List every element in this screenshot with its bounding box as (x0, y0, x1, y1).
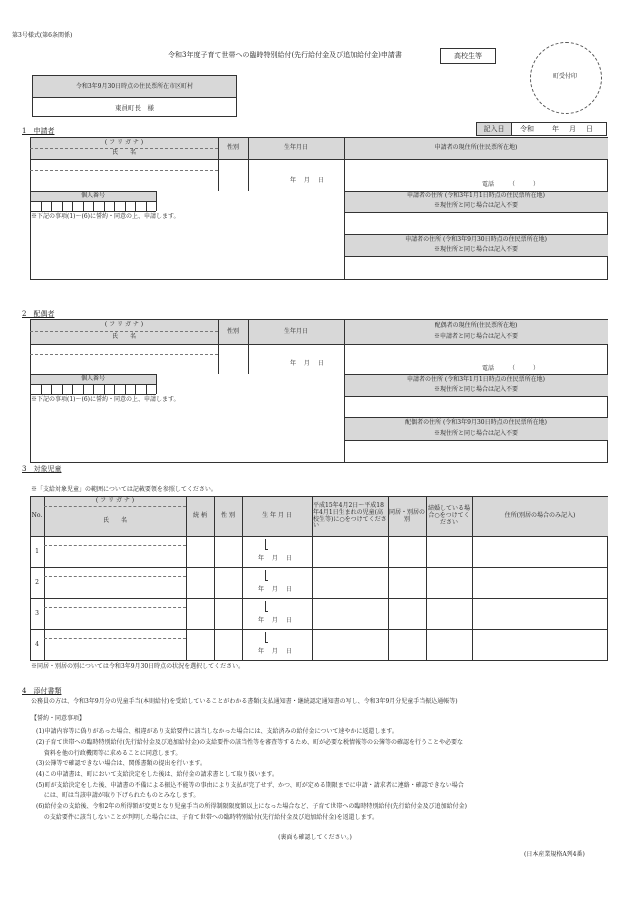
applicant-jan-address-header: 申請者の住所 (令和3年1月1日時点の住民票所在地) (406, 192, 546, 200)
spouse-jan-address-header: 申請者の住所 (令和3年1月1日時点の住民票所在地) (406, 375, 546, 383)
spouse-mynumber-input[interactable] (31, 385, 155, 393)
spouse-sept-address-note: ※現住所と同じ場合は記入不要 (433, 429, 518, 437)
children-highschool-header: 平成15年4月2日～平成18年4月1日生まれの児童(高校生等)に○をつけてください (313, 501, 387, 530)
children-no-header: No. (31, 512, 43, 520)
spouse-sept-address-header: 配偶者の住所 (令和3年9月30日時点の住民票所在地) (405, 418, 547, 426)
attachments-text: 公務員の方は、令和3年9月分の児童手当(本則給付)を受給していることがわかる書類(支払通知書・継続認定通知書の写し、令和3年9月分児童手当振込通帳等) (31, 698, 458, 705)
child-row-number: 3 (35, 609, 39, 617)
child-name-input[interactable] (45, 537, 185, 566)
section-spouse-title: 2 配偶者 (22, 310, 55, 318)
applicant-dob-units[interactable]: 年 月 日 (290, 177, 324, 184)
children-notice: ※「支給対象児童」の範囲については記載要領を参照してください。 (31, 486, 217, 493)
child-name-input[interactable] (45, 630, 185, 660)
entry-date-month: 月 (569, 124, 576, 133)
spouse-jan-address-input[interactable] (345, 397, 607, 416)
entry-date-box[interactable] (476, 122, 607, 136)
applicant-sept-address-header: 申請者の住所 (令和3年9月30日時点の住民票所在地) (405, 235, 547, 243)
child-name-input[interactable] (45, 599, 185, 628)
spouse-current-address-note: ※申請者と同じ場合は記入不要 (433, 333, 518, 341)
spouse-phone[interactable]: 電話 （ ） (482, 365, 540, 372)
applicant-name-input[interactable] (31, 171, 217, 190)
spouse-furigana-input[interactable] (31, 345, 217, 354)
pledge-item: 資料を他の行政機関等に求めることに同意します。 (36, 750, 182, 757)
applicant-sex-input[interactable] (219, 160, 247, 190)
form-title: 令和3年度子育て世帯への臨時特別給付(先行給付金及び追加給付金)申請書 (168, 51, 402, 59)
municipality-label: 令和3年9月30日時点の住民票所在市区町村 (33, 76, 236, 98)
paper-size-note: (日本産業規格A列4番) (524, 851, 585, 858)
back-side-notice: (裏面も確認してください。) (278, 834, 352, 841)
child-dob-units[interactable]: 年 月 日 (258, 586, 292, 593)
pledge-item: (2)子育て世帯への臨時特別給付(先行給付金及び追加給付金)の支給要件の該当性等を審査等するため、町が必要な税情報等の公簿等の確認を行うことや必要な (36, 739, 463, 746)
children-name-header: 氏 名 (102, 516, 127, 524)
child-row-number: 4 (35, 641, 39, 649)
applicant-sept-address-note: ※現住所と同じ場合は記入不要 (433, 245, 518, 253)
child-dob-units[interactable]: 年 月 日 (258, 648, 292, 655)
applicant-name-header: 氏 名 (111, 149, 136, 157)
applicant-jan-address-note: ※現住所と同じ場合は記入不要 (433, 201, 518, 209)
reception-stamp-label: 町受付印 (552, 73, 577, 80)
applicant-furigana-header: ( フ リ ガ ナ ) (104, 138, 144, 146)
children-cohabit-header: 同居・別居の別 (388, 508, 425, 523)
spouse-oath: ※下記の事項(1)～(6)に誓約・同意の上、申請します。 (31, 396, 180, 403)
spouse-name-input[interactable] (31, 355, 217, 373)
address-box (32, 75, 237, 117)
spouse-dob-units[interactable]: 年 月 日 (290, 360, 324, 367)
spouse-sex-input[interactable] (219, 345, 247, 373)
applicant-dob-header: 生年月日 (283, 144, 308, 152)
spouse-dob-header: 生年月日 (283, 327, 308, 335)
mayor-addressee: 東員町長 様 (115, 103, 154, 112)
child-dob-units[interactable]: 年 月 日 (258, 617, 292, 624)
children-dob-header: 生 年 月 日 (262, 512, 292, 520)
child-name-input[interactable] (45, 568, 185, 597)
pledge-item: (5)町が支給決定をした後、申請書の不備による振込不能等の事由により支払が完了せず、かつ、町が定める期限までに申請・請求者に連絡・確認できない場合 (36, 782, 464, 789)
spouse-current-address-header: 配偶者の現住所(住民票所在地) (434, 321, 518, 329)
spouse-jan-address-note: ※現住所と同じ場合は記入不要 (433, 385, 518, 393)
section-documents-title: 4 添付書類 (22, 687, 62, 695)
section-children-title: 3 対象児童 (22, 465, 62, 473)
section-applicant-title: 1 申請者 (22, 127, 55, 135)
applicant-furigana-input[interactable] (31, 160, 217, 170)
child-row-number: 1 (35, 547, 39, 555)
pledge-item: (1)申請内容等に偽りがあった場合、相違があり支給要件に該当しなかった場合には、支給済みの給付金について速やかに返還します。 (36, 728, 398, 735)
applicant-oath: ※下記の事項(1)～(6)に誓約・同意の上、申請します。 (31, 213, 180, 220)
form-number: 第3号様式(第6条関係) (12, 32, 73, 39)
applicant-sex-header: 性別 (226, 144, 239, 152)
child-dob-units[interactable]: 年 月 日 (258, 555, 292, 562)
category-badge: 高校生等 (440, 48, 496, 64)
pledge-item: には、町は当該申請が取り下げられたものとみなします。 (36, 792, 200, 799)
spouse-name-header: 氏 名 (111, 332, 136, 340)
pledge-item: (3)公簿等で確認できない場合は、関係書類の提出を行います。 (36, 760, 207, 767)
children-married-header: 結婚している場合○をつけてください (427, 505, 470, 526)
applicant-mynumber-header: 個人番号 (80, 191, 105, 199)
entry-date-year: 年 (552, 124, 559, 133)
applicant-jan-address-input[interactable] (345, 213, 607, 233)
pledge-item: (4)この申請書は、町において支給決定をした後は、給付金の請求書として取り扱います。 (36, 771, 279, 778)
children-footnote: ※同居・別居の別については令和3年9月30日時点の状況を選択してください。 (31, 663, 245, 670)
children-relation-header: 続 柄 (193, 512, 207, 520)
spouse-sex-header: 性別 (226, 327, 239, 335)
entry-date-label: 記入日 (477, 123, 512, 135)
children-sex-header: 性 別 (221, 512, 235, 520)
children-address-header: 住所(別居の場合のみ記入) (504, 512, 576, 520)
entry-date-day: 日 (586, 124, 593, 133)
spouse-sept-address-input[interactable] (345, 441, 607, 462)
entry-date-era: 令和 (520, 124, 534, 133)
applicant-sept-address-input[interactable] (345, 257, 607, 279)
spouse-mynumber-header: 個人番号 (80, 374, 105, 382)
applicant-mynumber-input[interactable] (31, 202, 155, 210)
applicant-phone[interactable]: 電話 （ ） (482, 181, 540, 188)
applicant-current-address-header: 申請者の現住所(住民票所在地) (434, 144, 518, 152)
pledge-item: (6)給付金の支給後、令和2年の所得額が変更となり児童手当の所得制限限度額以上になった場合など、子育て世帯への臨時特別給付(先行給付金及び追加給付金) (36, 803, 468, 810)
child-row-number: 2 (35, 578, 39, 586)
spouse-furigana-header: ( フ リ ガ ナ ) (104, 321, 144, 329)
pledge-title: 【誓約・同意事項】 (31, 715, 86, 722)
pledge-item: の支給要件に該当しないことが判明した場合には、子育て世帯への臨時特別給付(先行給付金及び追加給付金)を返還します。 (36, 814, 379, 821)
children-furigana-header: ( フ リ ガ ナ ) (95, 497, 135, 505)
